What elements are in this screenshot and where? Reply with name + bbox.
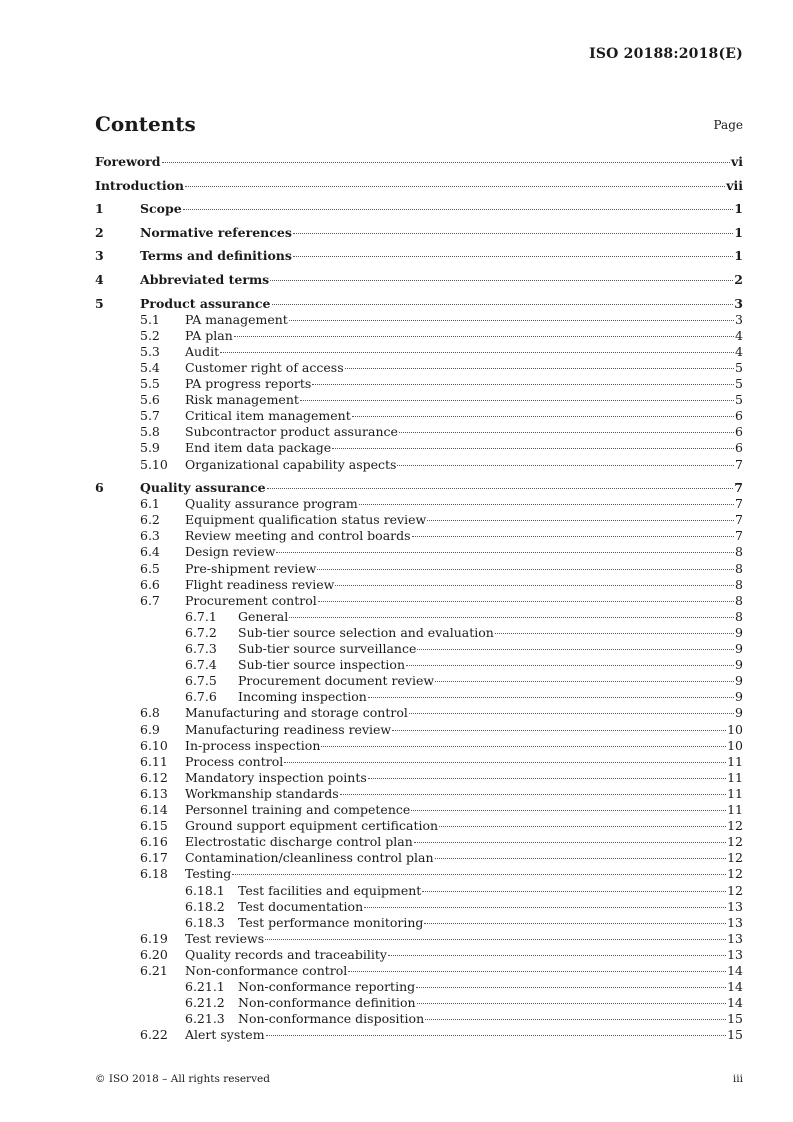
toc-entry-number: 6.18.1 (185, 882, 225, 898)
toc-entry-title: Subcontractor product assurance (185, 424, 398, 440)
toc-leader-dots (417, 649, 734, 650)
toc-entry-title: Quality assurance (140, 480, 266, 496)
toc-leader-dots (392, 730, 726, 731)
page-number: iii (732, 1073, 743, 1085)
toc-leader-dots (439, 826, 726, 827)
toc-leader-dots (183, 209, 734, 210)
toc-entry[interactable] (95, 328, 743, 344)
toc-entry-title: Workmanship standards (185, 785, 339, 801)
toc-entry-page: 4 (735, 343, 743, 359)
toc-leader-dots (416, 987, 726, 988)
toc-entry-title: Personnel training and competence (185, 802, 411, 817)
toc-entry[interactable] (95, 225, 743, 241)
toc-entry[interactable] (95, 154, 743, 170)
toc-entry-number: 6.2 (140, 512, 160, 528)
toc-leader-dots (340, 794, 726, 795)
toc-entry-number: 6.12 (140, 769, 168, 785)
toc-leader-dots (284, 762, 726, 763)
toc-leader-dots (276, 552, 734, 553)
toc-entry[interactable] (95, 312, 743, 328)
toc-entry[interactable] (95, 296, 743, 312)
toc-entry-title: Test performance monitoring (238, 914, 424, 930)
toc-entry-title: End item data package (185, 440, 332, 456)
toc-entry-title: Alert system (185, 1027, 265, 1043)
toc-entry-number: 6.15 (140, 818, 168, 834)
toc-entry-title: Ground support equipment certification (185, 818, 439, 834)
toc-entry-page: 15 (727, 1011, 743, 1027)
toc-entry-page: 9 (735, 624, 743, 640)
toc-entry[interactable] (95, 705, 743, 721)
toc-entry-title: Scope (140, 201, 182, 217)
toc-entry-page: 1 (734, 201, 743, 217)
toc-entry-number: 6.7 (140, 592, 160, 608)
toc-entry-page: 5 (735, 376, 743, 391)
toc-entry-title: Test documentation (238, 898, 364, 914)
toc-entry-number: 6.8 (140, 705, 160, 721)
toc-entry-page: 12 (727, 818, 743, 834)
toc-entry-page: 12 (727, 834, 743, 850)
toc-entry-title: Abbreviated terms (140, 272, 270, 287)
toc-entry-title: Sub-tier source surveillance (238, 641, 417, 656)
toc-entry-page: 7 (735, 456, 743, 472)
toc-entry[interactable] (95, 528, 743, 544)
toc-entry-page: 14 (727, 979, 743, 995)
toc-entry-page: 14 (727, 995, 743, 1011)
toc-leader-dots (397, 465, 734, 466)
toc-entry[interactable] (95, 496, 743, 512)
toc-leader-dots (406, 665, 734, 666)
toc-entry-number: 4 (95, 272, 104, 287)
toc-leader-dots (359, 504, 734, 505)
toc-entry-page: 13 (727, 946, 743, 962)
toc-entry-page: 7 (735, 496, 743, 512)
toc-entry-page: 12 (727, 882, 743, 898)
toc-entry-page: 9 (735, 705, 743, 721)
toc-entry-title: Critical item management (185, 408, 351, 424)
toc-leader-dots (293, 256, 733, 257)
toc-entry[interactable] (95, 722, 743, 738)
toc-entry-title: Customer right of access (185, 359, 344, 375)
toc-entry-title: Introduction (95, 177, 185, 193)
toc-leader-dots (312, 384, 734, 385)
toc-entry-number: 6.14 (140, 802, 168, 817)
toc-entry[interactable] (95, 201, 743, 217)
toc-entry-title: Sub-tier source selection and evaluation (238, 624, 494, 640)
toc-entry-number: 5.2 (140, 327, 160, 343)
toc-entry[interactable] (95, 963, 743, 979)
toc-entry[interactable] (95, 947, 743, 963)
toc-entry[interactable] (95, 561, 743, 577)
toc-entry-page: 8 (735, 608, 743, 624)
toc-entry[interactable] (95, 392, 743, 408)
toc-entry-title: Equipment qualification status review (185, 512, 427, 528)
toc-entry-number: 5.9 (140, 440, 160, 456)
toc-entry[interactable] (95, 408, 743, 424)
toc-leader-dots (435, 858, 727, 859)
toc-entry[interactable] (95, 1011, 743, 1027)
toc-entry[interactable] (95, 512, 743, 528)
toc-entry-page: 4 (735, 327, 743, 343)
toc-leader-dots (267, 488, 734, 489)
toc-entry-title: PA plan (185, 327, 233, 343)
toc-entry-title: Non-conformance reporting (238, 979, 416, 995)
toc-entry-title: General (238, 608, 289, 624)
toc-leader-dots (399, 432, 734, 433)
toc-entry-number: 6.21 (140, 963, 168, 978)
toc-leader-dots (409, 713, 734, 714)
toc-entry-page: 11 (727, 753, 743, 769)
toc-entry-page: 15 (727, 1027, 743, 1043)
toc-entry-page: 11 (727, 785, 743, 801)
toc-entry[interactable] (95, 995, 743, 1011)
toc-entry-page: 8 (735, 592, 743, 608)
toc-entry-number: 6.9 (140, 721, 160, 737)
toc-leader-dots (414, 842, 726, 843)
toc-entry-title: Review meeting and control boards (185, 528, 411, 544)
toc-entry-number: 6.7.6 (185, 689, 217, 705)
toc-leader-dots (270, 280, 733, 281)
toc-entry-number: 6.16 (140, 834, 168, 850)
toc-entry-page: 11 (727, 802, 743, 817)
toc-leader-dots (272, 304, 734, 305)
toc-entry-number: 5.8 (140, 424, 160, 440)
toc-leader-dots (364, 907, 726, 908)
toc-entry-page: 5 (735, 359, 743, 375)
toc-entry[interactable] (95, 344, 743, 360)
toc-entry-page: 8 (735, 576, 743, 592)
toc-entry-title: Terms and definitions (140, 248, 292, 264)
toc-entry-number: 5.5 (140, 376, 160, 391)
toc-leader-dots (412, 536, 734, 537)
toc-entry-number: 6.21.1 (185, 979, 225, 995)
toc-leader-dots (266, 1035, 727, 1036)
toc-entry-title: Procurement document review (238, 673, 435, 689)
toc-entry-number: 6.10 (140, 737, 168, 753)
toc-entry-number: 6.19 (140, 930, 168, 946)
toc-entry-number: 6.7.2 (185, 624, 217, 640)
toc-entry-title: Normative references (140, 224, 292, 240)
toc-leader-dots (424, 923, 726, 924)
toc-entry-title: Test reviews (185, 930, 265, 946)
toc-entry-page: 10 (727, 721, 743, 737)
toc-entry-number: 6.21.2 (185, 995, 225, 1011)
toc-entry-page: 6 (735, 424, 743, 440)
page-column-label: Page (713, 118, 743, 132)
document-id: ISO 20188:2018(E) (589, 46, 743, 62)
toc-entry-title: Non-conformance definition (238, 995, 416, 1011)
toc-entry-number: 6.18 (140, 866, 168, 882)
toc-entry-number: 3 (95, 248, 104, 264)
toc-entry[interactable] (95, 609, 743, 625)
toc-entry-number: 6.22 (140, 1027, 168, 1043)
toc-entry-title: Design review (185, 544, 276, 560)
toc-entry[interactable] (95, 657, 743, 673)
copyright-notice: © ISO 2018 – All rights reserved (95, 1073, 270, 1085)
toc-entry-title: In-process inspection (185, 737, 321, 753)
toc-leader-dots (368, 778, 726, 779)
toc-leader-dots (317, 569, 734, 570)
toc-entry-page: 8 (735, 544, 743, 560)
toc-leader-dots (352, 416, 734, 417)
toc-entry-title: Process control (185, 753, 284, 769)
toc-leader-dots (220, 352, 734, 353)
toc-entry-title: Risk management (185, 392, 299, 408)
toc-entry[interactable] (95, 979, 743, 995)
toc-leader-dots (321, 746, 726, 747)
toc-entry-number: 5.10 (140, 456, 168, 472)
toc-entry-number: 6.7.3 (185, 641, 217, 656)
toc-entry-page: 8 (735, 560, 743, 576)
toc-entry-page: 7 (735, 528, 743, 544)
toc-entry[interactable] (95, 593, 743, 609)
toc-entry[interactable] (95, 899, 743, 915)
toc-entry-number: 6.3 (140, 528, 160, 544)
toc-leader-dots (300, 400, 734, 401)
toc-entry-title: Test facilities and equipment (238, 882, 422, 898)
toc-entry-page: 9 (735, 689, 743, 705)
toc-entry-number: 6.7.1 (185, 608, 217, 624)
toc-entry-title: Mandatory inspection points (185, 769, 367, 785)
toc-entry-number: 6.21.3 (185, 1011, 225, 1027)
toc-entry-page: 1 (734, 248, 743, 264)
toc-entry-number: 5 (95, 295, 104, 311)
toc-entry-page: 3 (734, 295, 743, 311)
toc-entry-page: 11 (727, 769, 743, 785)
toc-entry-number: 6.17 (140, 850, 168, 866)
toc-entry[interactable] (95, 770, 743, 786)
toc-leader-dots (388, 955, 726, 956)
toc-entry-page: vi (730, 154, 743, 169)
toc-leader-dots (234, 336, 734, 337)
toc-entry[interactable] (95, 689, 743, 705)
toc-leader-dots (348, 971, 726, 972)
toc-entry[interactable] (95, 818, 743, 834)
toc-entry[interactable] (95, 360, 743, 376)
toc-entry-title: Procurement control (185, 592, 317, 608)
toc-entry-number: 6.4 (140, 544, 160, 560)
toc-entry[interactable] (95, 248, 743, 264)
toc-entry-title: Non-conformance disposition (238, 1011, 425, 1027)
toc-entry-number: 6.20 (140, 946, 168, 962)
toc-entry-title: Pre-shipment review (185, 560, 317, 576)
toc-leader-dots (422, 891, 726, 892)
toc-entry-title: Manufacturing readiness review (185, 721, 392, 737)
toc-entry-title: Contamination/cleanliness control plan (185, 850, 434, 866)
toc-entry-page: 1 (734, 224, 743, 240)
toc-entry-title: Manufacturing and storage control (185, 705, 408, 721)
toc-entry-title: Quality records and traceability (185, 946, 387, 962)
toc-leader-dots (435, 681, 734, 682)
toc-entry-page: 14 (727, 963, 743, 978)
toc-entry-page: 9 (735, 673, 743, 689)
toc-entry[interactable] (95, 480, 743, 496)
toc-entry-page: 13 (727, 914, 743, 930)
toc-entry-page: 9 (735, 657, 743, 673)
toc-entry-number: 6.18.3 (185, 914, 225, 930)
toc-entry[interactable] (95, 178, 743, 194)
toc-entry-page: 13 (727, 930, 743, 946)
toc-leader-dots (332, 448, 734, 449)
toc-entry[interactable] (95, 625, 743, 641)
toc-entry-title: Non-conformance control (185, 963, 348, 978)
toc-entry-title: Quality assurance program (185, 496, 358, 512)
toc-entry-number: 5.1 (140, 311, 160, 327)
toc-entry[interactable] (95, 802, 743, 818)
toc-leader-dots (495, 633, 734, 634)
toc-entry-number: 5.7 (140, 408, 160, 424)
toc-entry-number: 6.7.5 (185, 673, 217, 689)
toc-leader-dots (345, 368, 734, 369)
toc-leader-dots (232, 874, 726, 875)
toc-entry-title: Foreword (95, 154, 161, 169)
toc-leader-dots (265, 939, 726, 940)
toc-entry-title: PA progress reports (185, 376, 312, 391)
toc-entry[interactable] (95, 834, 743, 850)
toc-entry[interactable] (95, 641, 743, 657)
toc-entry-title: Incoming inspection (238, 689, 367, 705)
toc-entry[interactable] (95, 673, 743, 689)
toc-entry[interactable] (95, 915, 743, 931)
toc-entry-title: Flight readiness review (185, 576, 335, 592)
toc-entry-page: 7 (734, 480, 743, 496)
toc-entry-number: 5.3 (140, 343, 160, 359)
toc-entry[interactable] (95, 457, 743, 473)
toc-leader-dots (185, 186, 725, 187)
toc-entry-number: 6.6 (140, 576, 160, 592)
toc-entry-page: vii (726, 177, 743, 193)
toc-entry-number: 6.18.2 (185, 898, 225, 914)
toc-entry-page: 13 (727, 898, 743, 914)
toc-entry-number: 1 (95, 201, 104, 217)
toc-entry[interactable] (95, 1027, 743, 1043)
toc-entry[interactable] (95, 866, 743, 882)
toc-entry[interactable] (95, 931, 743, 947)
toc-entry[interactable] (95, 883, 743, 899)
toc-leader-dots (293, 233, 733, 234)
toc-entry[interactable] (95, 850, 743, 866)
toc-entry-title: Sub-tier source inspection (238, 657, 406, 673)
toc-entry-page: 6 (735, 408, 743, 424)
toc-leader-dots (289, 320, 734, 321)
toc-entry[interactable] (95, 544, 743, 560)
toc-entry-number: 6.13 (140, 785, 168, 801)
toc-entry-page: 3 (735, 311, 743, 327)
toc-entry[interactable] (95, 738, 743, 754)
toc-entry-title: Electrostatic discharge control plan (185, 834, 413, 850)
toc-entry[interactable] (95, 376, 743, 392)
toc-entry[interactable] (95, 786, 743, 802)
toc-entry-number: 6.7.4 (185, 657, 217, 673)
toc-entry-title: Audit (185, 343, 220, 359)
toc-leader-dots (162, 162, 730, 163)
toc-entry-number: 2 (95, 224, 104, 240)
toc-entry-page: 12 (727, 850, 743, 866)
toc-entry-number: 6 (95, 480, 104, 496)
toc-entry-page: 7 (735, 512, 743, 528)
toc-entry-page: 10 (727, 737, 743, 753)
toc-entry-page: 9 (735, 641, 743, 656)
toc-leader-dots (335, 585, 734, 586)
toc-leader-dots (368, 697, 734, 698)
toc-leader-dots (411, 810, 726, 811)
toc-entry-number: 6.5 (140, 560, 160, 576)
toc-entry[interactable] (95, 272, 743, 288)
toc-leader-dots (417, 1003, 727, 1004)
toc-entry-number: 6.1 (140, 496, 160, 512)
toc-entry[interactable] (95, 424, 743, 440)
toc-entry-number: 5.4 (140, 359, 160, 375)
toc-leader-dots (289, 617, 734, 618)
toc-leader-dots (318, 601, 734, 602)
toc-entry-title: Testing (185, 866, 232, 882)
toc-entry-page: 6 (735, 440, 743, 456)
toc-leader-dots (425, 1019, 726, 1020)
toc-entry[interactable] (95, 754, 743, 770)
toc-entry-page: 5 (735, 392, 743, 408)
toc-entry[interactable] (95, 577, 743, 593)
toc-entry-number: 6.11 (140, 753, 168, 769)
toc-entry-number: 5.6 (140, 392, 160, 408)
toc-entry-title: PA management (185, 311, 288, 327)
toc-entry[interactable] (95, 440, 743, 456)
toc-entry-page: 2 (734, 272, 743, 287)
page-title: Contents (95, 112, 196, 136)
toc-entry-title: Organizational capability aspects (185, 456, 397, 472)
toc-leader-dots (427, 520, 734, 521)
toc-entry-title: Product assurance (140, 295, 271, 311)
toc-entry-page: 12 (727, 866, 743, 882)
